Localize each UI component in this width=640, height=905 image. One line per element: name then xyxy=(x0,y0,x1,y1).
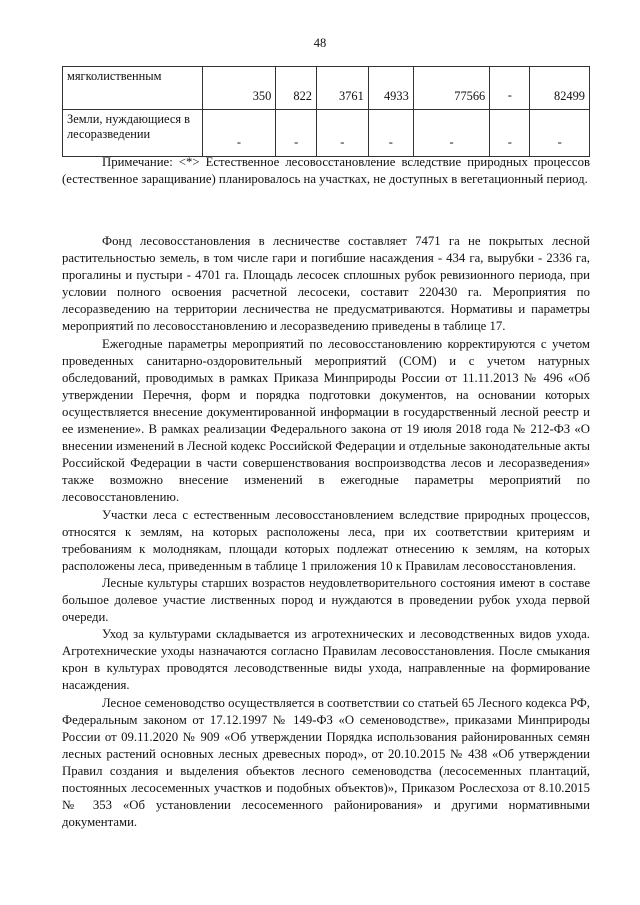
table-cell: 3761 xyxy=(316,67,368,110)
table-cell: 4933 xyxy=(368,67,413,110)
table-cell: - xyxy=(202,110,276,157)
table-cell: 822 xyxy=(276,67,317,110)
paragraph: Фонд лесовосстановления в лесничестве составляет 7471 га не покрытых лесной растительностью земель, в том числе гари и погибшие насаждения - 434 га, вырубки - 2336 га, прогалины и пустыри - 4701 га. Площадь лесосек сплошных рубок ревизионного периода, при условии полного освоения расчетной лесосеки, составит 220430 га. Мероприятия по лесоразведению на территории лесничества не предусматриваются. Нормативы и параметры мероприятий по лесовосстановлению и лесоразведению приведены в таблице 17. xyxy=(62,234,590,334)
table-cell: 350 xyxy=(202,67,276,110)
table-row xyxy=(63,110,590,157)
note-block xyxy=(62,154,590,188)
table-row xyxy=(63,67,590,110)
paragraph: Ежегодные параметры мероприятий по лесовосстановлению корректируются с учетом проведенных санитарно-оздоровительный мероприятий (СОМ) и с учетом натурных обследований, проводимых в рамках Приказа Минприроды России от 11.11.2013 № 496 «Об утверждении Перечня, форм и порядка подготовки документов, на основании которых осуществляется внесение документированной информации в государственный лесной реестр и ее изменение». В рамках реализации Федерального закона от 19 июля 2018 года № 212-ФЗ «О внесении изменений в Лесной кодекс Российской Федерации и отдельные законодательные акты Российской Федерации в части совершенствования воспроизводства лесов и лесоразведения» также возможно внесение изменений в ежегодные параметры мероприятий по лесовосстановлению. xyxy=(62,336,590,505)
table-cell: 77566 xyxy=(413,67,489,110)
table-cell: - xyxy=(316,110,368,157)
data-table xyxy=(62,66,590,157)
table-cell: - xyxy=(490,110,530,157)
table-cell: 82499 xyxy=(530,67,590,110)
row-label: Земли, нуждающиеся в лесоразведении xyxy=(63,110,203,157)
paragraph: Участки леса с естественным лесовосстановлением вследствие природных процессов, относятся к землям, на которых расположены леса, при их соответствии критериям и требованиям к молоднякам, площади которых подлежат отнесению к землям, на которых расположены леса, приведенным в таблице 1 приложения 10 к Правилам лесовосстановления. xyxy=(62,507,590,573)
note-paragraph: Примечание: <*> Естественное лесовосстановление вследствие природных процессов (естественное заращивание) планировалось на участках, не доступных в вегетационный период. xyxy=(62,155,590,187)
table-cell: - xyxy=(413,110,489,157)
page-number: 48 xyxy=(313,36,327,50)
table-cell: - xyxy=(368,110,413,157)
paragraph: Уход за культурами складывается из агротехнических и лесоводственных видов ухода. Агротехнические уходы назначаются согласно Правилам лесовосстановления. После смыкания крон в культурах проводятся лесоводственные виды ухода, направленные на формирование насаждения. xyxy=(62,627,590,693)
table-cell: - xyxy=(490,67,530,110)
paragraph: Лесное семеноводство осуществляется в соответствии со статьей 65 Лесного кодекса РФ, Федеральным законом от 17.12.1997 № 149-ФЗ «О семеноводстве», приказами Минприроды России от 09.11.2020 № 909 «Об утверждении Порядка использования районированных семян лесных растений основных лесных древесных пород», от 20.10.2015 № 438 «Об утверждении Правил создания и выделения объектов лесного семеноводства (лесосеменных плантаций, постоянных лесосеменных участков и подобных объектов)», Приказом Рослесхоза от 8.10.2015 № 353 «Об установлении лесосеменного районирования» и другими нормативными документами. xyxy=(62,695,590,830)
body-text xyxy=(62,233,590,831)
paragraph: Лесные культуры старших возрастов неудовлетворительного состояния имеют в составе большое долевое участие лиственных пород и нуждаются в проведении рубок ухода первой очереди. xyxy=(62,575,590,625)
table-cell: - xyxy=(530,110,590,157)
row-label: мягколиственным xyxy=(63,67,203,110)
table-cell: - xyxy=(276,110,317,157)
